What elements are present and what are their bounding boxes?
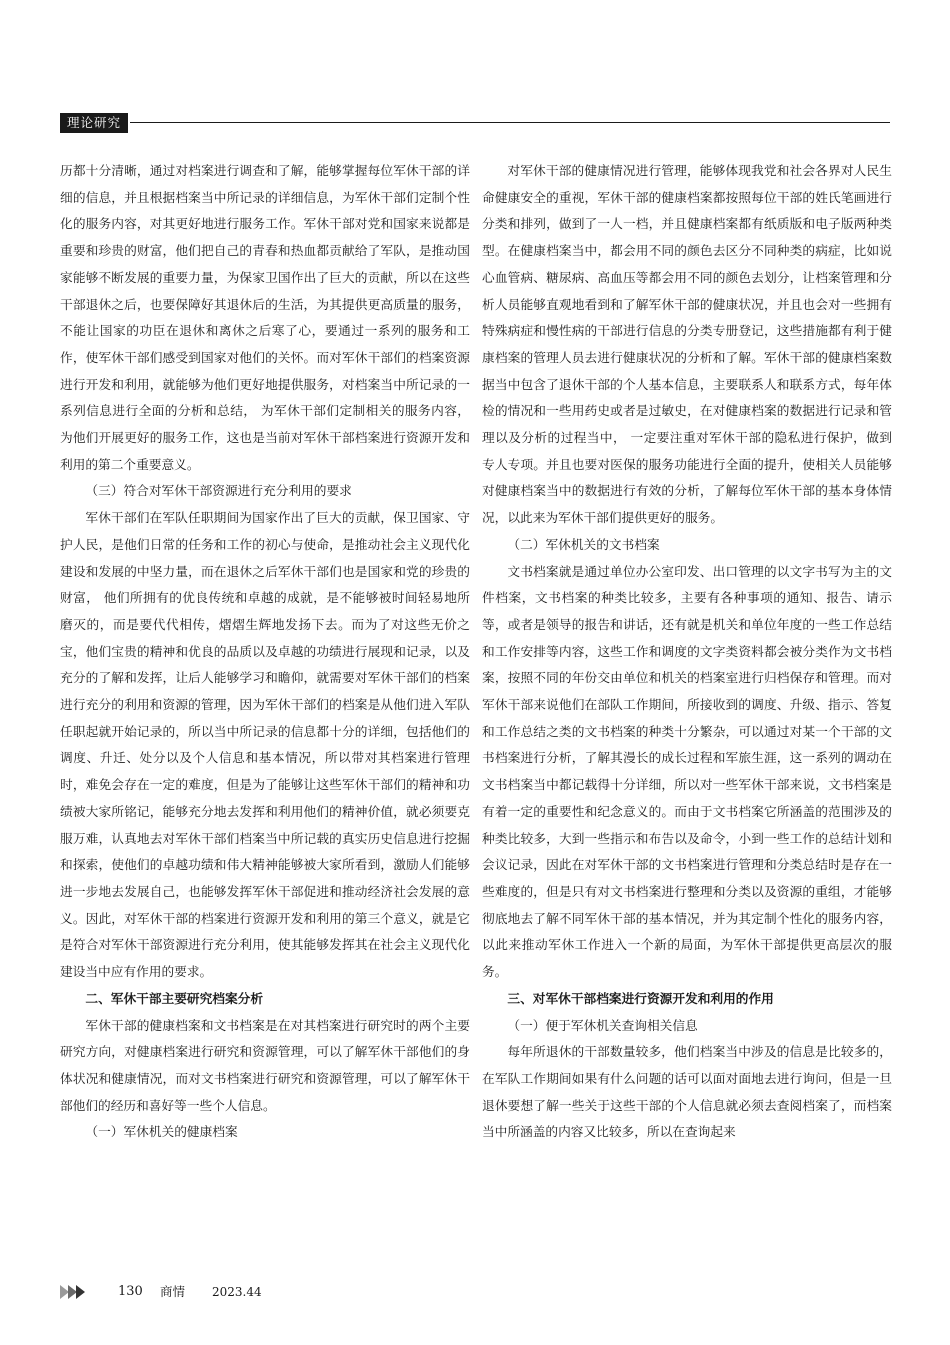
page-header: [60, 113, 890, 133]
paragraph: 每年所退休的干部数量较多，他们档案当中涉及的信息是比较多的，在军队工作期间如果有什么问题的话可以面对面地去进行询问，但是一旦退休要想了解一些关于这些干部的个人信息就必须去查阅档案了，而档案当中所涵盖的内容又比较多，所以在查询起来: [482, 1044, 892, 1140]
page-number: 130: [118, 1284, 143, 1299]
header-rule: [130, 122, 890, 123]
journal-name: 商情: [160, 1284, 186, 1299]
subsection-heading: （二）军休机关的文书档案: [507, 536, 660, 552]
paragraph: 历都十分清晰，通过对档案进行调查和了解，能够掌握每位军休干部的详细的信息，并且根据档案当中所记录的详细信息，为军休干部们定制个性化的服务内容，对其更好地进行服务工作。军休干部对党和国家来说都是重要和珍贵的财富，他们把自己的青春和热血都贡献给了军队，是推动国家能够不断发展的重要力量，为保家卫国作出了巨大的贡献，所以在这些干部退休之后，也要保障好其退休后的生活，为其提供更高质量的服务，不能让国家的功臣在退休和离休之后寒了心，要通过一系列的服务和工作，使军休干部们感受到国家对他们的关怀。而对军休干部们的档案资源进行开发和利用，就能够为他们更好地提供服务，对档案当中所记录的一系列信息进行全面的分析和总结， 为军休干部们定制相关的服务内容，为他们开展更好的服务工作，这也是当前对军休干部档案进行资源开发和利用的第二个重要意义。: [60, 163, 470, 472]
section-tag: 理论研究: [60, 113, 128, 133]
subsection-heading: （一）便于军休机关查询相关信息: [507, 1017, 698, 1033]
section-heading: 二、军休干部主要研究档案分析: [85, 990, 264, 1006]
subsection-heading: （一）军休机关的健康档案: [85, 1124, 238, 1140]
page-footer: [60, 1282, 460, 1302]
right-column: [482, 158, 892, 1146]
section-heading: 三、对军休干部档案进行资源开发和利用的作用: [507, 990, 774, 1006]
paragraph: 文书档案就是通过单位办公室印发、出口管理的以文字书写为主的文件档案，文书档案的种类比较多，主要有各种事项的通知、报告、请示等，或者是领导的报告和讲话，还有就是机关和单位年度的一些工作总结和工作安排等内容，这些工作和调度的文字类资料都会被分类作为文书档案，按照不同的年份交由单位和机关的档案室进行归档保存和管理。而对军休干部来说他们在部队工作期间，所接收到的调度、升级、指示、答复和工作总结之类的文书档案的种类十分繁杂，可以通过对某一个干部的文书档案进行分析，了解其漫长的成长过程和军旅生涯，这一系列的调动在文书档案当中都记载得十分详细，所以对一些军休干部来说，文书档案是有着一定的重要性和纪念意义的。而由于文书档案它所涵盖的范围涉及的种类比较多，大到一些指示和布告以及命令，小到一些工作的总结计划和会议记录，因此在对军休干部的文书档案进行管理和分类总结时是存在一些难度的，但是只有对文书档案进行整理和分类以及资源的重组，才能够彻底地去了解不同军休干部的基本情况，并为其定制个性化的服务内容，以此来推动军休工作进入一个新的局面，为军休干部提供更高层次的服务。: [482, 563, 892, 980]
paragraph: 军休干部们在军队任职期间为国家作出了巨大的贡献，保卫国家、守护人民，是他们日常的任务和工作的初心与使命，是推动社会主义现代化建设和发展的中坚力量，而在退休之后军休干部们也是国家和党的珍贵的财富， 他们所拥有的优良传统和卓越的成就，是不能够被时间轻易地所磨灭的，而是要代代相传，熠熠生辉地发扬下去。而为了对这些无价之宝，他们宝贵的精神和优良的品质以及卓越的功绩进行展现和记录，以及充分的了解和发挥，让后人能够学习和瞻仰，就需要对军休干部们的档案进行充分的利用和资源的管理，因为军休干部们的档案是从他们进入军队任职起就开始记录的，所以当中所记录的信息都十分的详细，包括他们的调度、升迁、处分以及个人信息和基本情况，所以带对其档案进行管理时，难免会存在一定的难度，但是为了能够让这些军休干部们的精神和功绩被大家所铭记，能够充分地去发挥和利用他们的精神价值，就必须要克服万难，认真地去对军休干部们档案当中所记载的真实历史信息进行挖掘和探索，使他们的卓越功绩和伟大精神能够被大家所看到，激励人们能够进一步地去发展自己，也能够发挥军休干部促进和推动经济社会发展的意义。因此，对军休干部的档案进行资源开发和利用的第三个意义，就是它是符合对军休干部资源进行充分利用，使其能够发挥其在社会主义现代化建设当中应有作用的要求。: [60, 510, 470, 980]
subsection-heading: （三）符合对军休干部资源进行充分利用的要求: [85, 483, 352, 499]
issue-number: 2023.44: [212, 1285, 262, 1299]
paragraph: 军休干部的健康档案和文书档案是在对其档案进行研究时的两个主要研究方向，对健康档案进行研究和资源管理，可以了解军休干部他们的身体状况和健康情况，而对文书档案进行研究和资源管理，可以了解军休干部他们的经历和喜好等一些个人信息。: [60, 1017, 470, 1113]
triple-chevron-right-icon: [60, 1284, 90, 1307]
left-column: [60, 158, 470, 1146]
paragraph: 对军休干部的健康情况进行管理，能够体现我党和社会各界对人民生命健康安全的重视，军休干部的健康档案都按照每位干部的姓氏笔画进行分类和排列，做到了一人一档，并且健康档案都有纸质版和电子版两种类型。在健康档案当中，都会用不同的颜色去区分不同种类的病症，比如说心血管病、糖尿病、高血压等都会用不同的颜色去划分，让档案管理和分析人员能够直观地看到和了解军休干部的健康状况，并且也会对一些拥有特殊病症和慢性病的干部进行信息的分类专册登记，这些措施都有利于健康档案的管理人员去进行健康状况的分析和了解。军休干部的健康档案数据当中包含了退休干部的个人基本信息，主要联系人和联系方式，每年体检的情况和一些用药史或者是过敏史，在对健康档案的数据进行记录和管理以及分析的过程当中， 一定要注重对军休干部的隐私进行保护，做到专人专项。并且也要对医保的服务功能进行全面的提升，使相关人员能够对健康档案当中的数据进行有效的分析，了解每位军休干部的基本身体情况，以此来为军休干部们提供更好的服务。: [482, 163, 892, 526]
